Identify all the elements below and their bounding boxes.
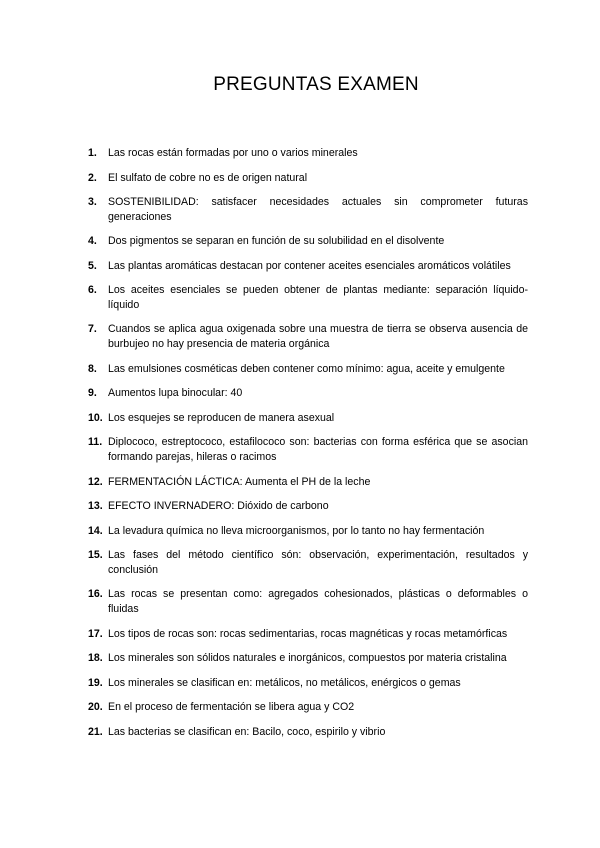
- item-text: Cuandos se aplica agua oxigenada sobre una muestra de tierra se observa ausencia de burbujeo no hay presencia de materia orgánica: [108, 323, 528, 351]
- item-number: 8.: [88, 362, 97, 375]
- item-number: 7.: [88, 323, 97, 336]
- list-item: [88, 411, 528, 426]
- item-text: En el proceso de fermentación se libera agua y CO2: [108, 701, 355, 714]
- list-item: [88, 725, 528, 740]
- item-text: Las plantas aromáticas destacan por contener aceites esenciales aromáticos volátiles: [108, 259, 511, 272]
- item-text: El sulfato de cobre no es de origen natural: [108, 171, 308, 184]
- item-text: Los esquejes se reproducen de manera asexual: [108, 411, 335, 424]
- list-item: [88, 259, 528, 274]
- item-number: 19.: [88, 676, 103, 689]
- list-item: [88, 548, 528, 578]
- item-number: 9.: [88, 387, 97, 400]
- list-item: [88, 195, 528, 225]
- list-item: [88, 651, 528, 666]
- item-text: Las fases del método científico són: observación, experimentación, resultados y conclusión: [108, 549, 528, 577]
- item-number: 17.: [88, 627, 103, 640]
- page-title: PREGUNTAS EXAMEN: [213, 74, 419, 95]
- item-text: Las emulsiones cosméticas deben contener como mínimo: agua, aceite y emulgente: [108, 362, 505, 375]
- item-number: 2.: [88, 171, 97, 184]
- item-text: Las bacterias se clasifican en: Bacilo, coco, espirilo y vibrio: [108, 726, 386, 739]
- item-number: 21.: [88, 726, 103, 739]
- item-text: Los minerales son sólidos naturales e inorgánicos, compuestos por materia cristalina: [108, 652, 507, 665]
- item-text: Los minerales se clasifican en: metálicos, no metálicos, enérgicos o gemas: [108, 676, 461, 689]
- item-number: 11.: [88, 436, 103, 449]
- list-item: [88, 627, 528, 642]
- list-item: [88, 234, 528, 249]
- item-text: SOSTENIBILIDAD: satisfacer necesidades actuales sin comprometer futuras generaciones: [108, 196, 528, 224]
- item-text: Los aceites esenciales se pueden obtener de plantas mediante: separación líquido-líquido: [108, 284, 528, 312]
- list-item: [88, 475, 528, 490]
- item-number: 13.: [88, 500, 103, 513]
- item-number: 18.: [88, 652, 103, 665]
- item-text: Las rocas se presentan como: agregados cohesionados, plásticas o deformables o fluidas: [108, 588, 528, 616]
- item-number: 6.: [88, 284, 97, 297]
- item-number: 16.: [88, 588, 103, 601]
- question-list: [88, 146, 528, 750]
- item-text: EFECTO INVERNADERO: Dióxido de carbono: [108, 500, 329, 513]
- list-item: [88, 362, 528, 377]
- list-item: [88, 587, 528, 617]
- item-text: La levadura química no lleva microorganismos, por lo tanto no hay fermentación: [108, 524, 485, 537]
- list-item: [88, 676, 528, 691]
- item-text: FERMENTACIÓN LÁCTICA: Aumenta el PH de la leche: [108, 475, 371, 488]
- list-item: [88, 146, 528, 161]
- item-text: Aumentos lupa binocular: 40: [108, 387, 243, 400]
- item-number: 12.: [88, 475, 103, 488]
- item-number: 14.: [88, 524, 103, 537]
- item-number: 4.: [88, 235, 97, 248]
- item-text: Diplococo, estreptococo, estafilococo son: bacterias con forma esférica que se asocian formando parejas, hileras o racimos: [108, 436, 528, 464]
- list-item: [88, 499, 528, 514]
- item-number: 1.: [88, 147, 97, 159]
- item-number: 10.: [88, 411, 103, 424]
- item-number: 15.: [88, 549, 103, 562]
- list-item: [88, 171, 528, 186]
- list-item: [88, 322, 528, 352]
- item-number: 5.: [88, 259, 97, 272]
- item-text: Los tipos de rocas son: rocas sedimentarias, rocas magnéticas y rocas metamórficas: [108, 627, 508, 640]
- list-item: [88, 283, 528, 313]
- item-number: 20.: [88, 701, 103, 714]
- item-text: Dos pigmentos se separan en función de su solubilidad en el disolvente: [108, 235, 445, 248]
- list-item: [88, 435, 528, 465]
- list-item: [88, 524, 528, 539]
- item-number: 3.: [88, 196, 97, 209]
- item-text: Las rocas están formadas por uno o varios minerales: [108, 147, 358, 159]
- list-item: [88, 386, 528, 401]
- list-item: [88, 700, 528, 715]
